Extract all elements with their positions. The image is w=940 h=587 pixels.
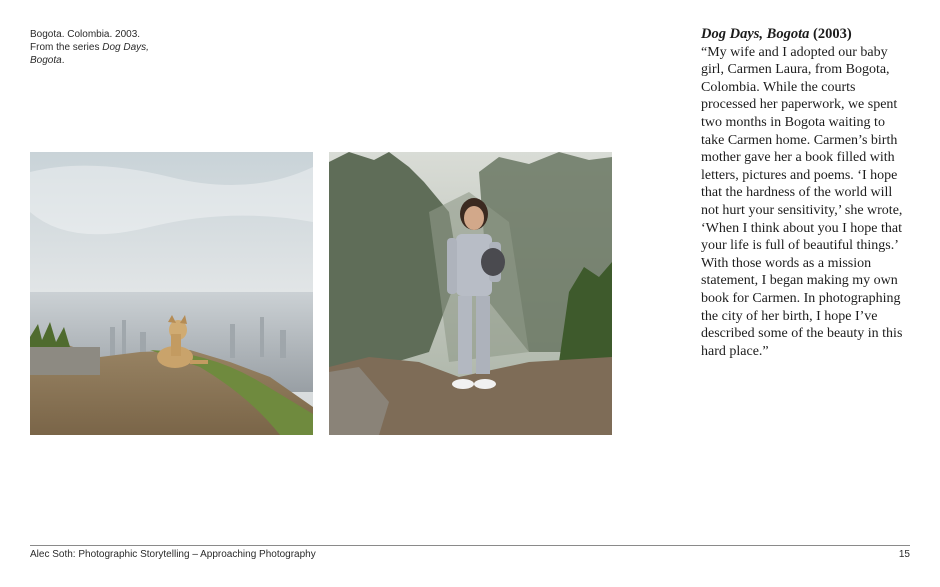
photo-caption bbox=[30, 28, 180, 67]
caption-location: Bogota. Colombia. 2003. bbox=[30, 29, 141, 40]
caption-series-suffix: . bbox=[61, 55, 65, 66]
footer-divider bbox=[30, 545, 910, 546]
essay-title bbox=[701, 26, 911, 44]
essay-title-series: Dog Days, Bogota bbox=[701, 26, 810, 42]
photo-dog-hilltop bbox=[30, 152, 313, 435]
caption-series-title: Dog Days, Bogota bbox=[30, 42, 149, 66]
page-number: 15 bbox=[898, 549, 910, 560]
dog-photo-image bbox=[30, 152, 313, 435]
essay-body: “My wife and I adopted our baby girl, Carmen Laura, from Bogota, Colombia. While the courts processed her paperwork, we spent two months in Bogota waiting to take Carmen home. Carmen’s birth mother gave her a book filled with letters, pictures and poems. ‘I hope that the hardness of the world will not hurt your sensitivity,’ she wrote, ‘When I think about you I hope that your life is full of beautiful things.’ With those words as a mission statement, I began making my own book for Carmen. In photographing the city of her birth, I hope I’ve described some of the beauty in this hard place.” bbox=[701, 44, 903, 359]
footer-book-title: Alec Soth: Photographic Storytelling – Approaching Photography bbox=[30, 549, 316, 560]
essay-text-block bbox=[701, 26, 911, 360]
essay-title-year: (2003) bbox=[809, 26, 852, 42]
girl-photo-image bbox=[329, 152, 612, 435]
caption-series bbox=[30, 41, 180, 67]
photo-girl-mountain bbox=[329, 152, 612, 435]
caption-series-prefix: From the series bbox=[30, 42, 103, 53]
